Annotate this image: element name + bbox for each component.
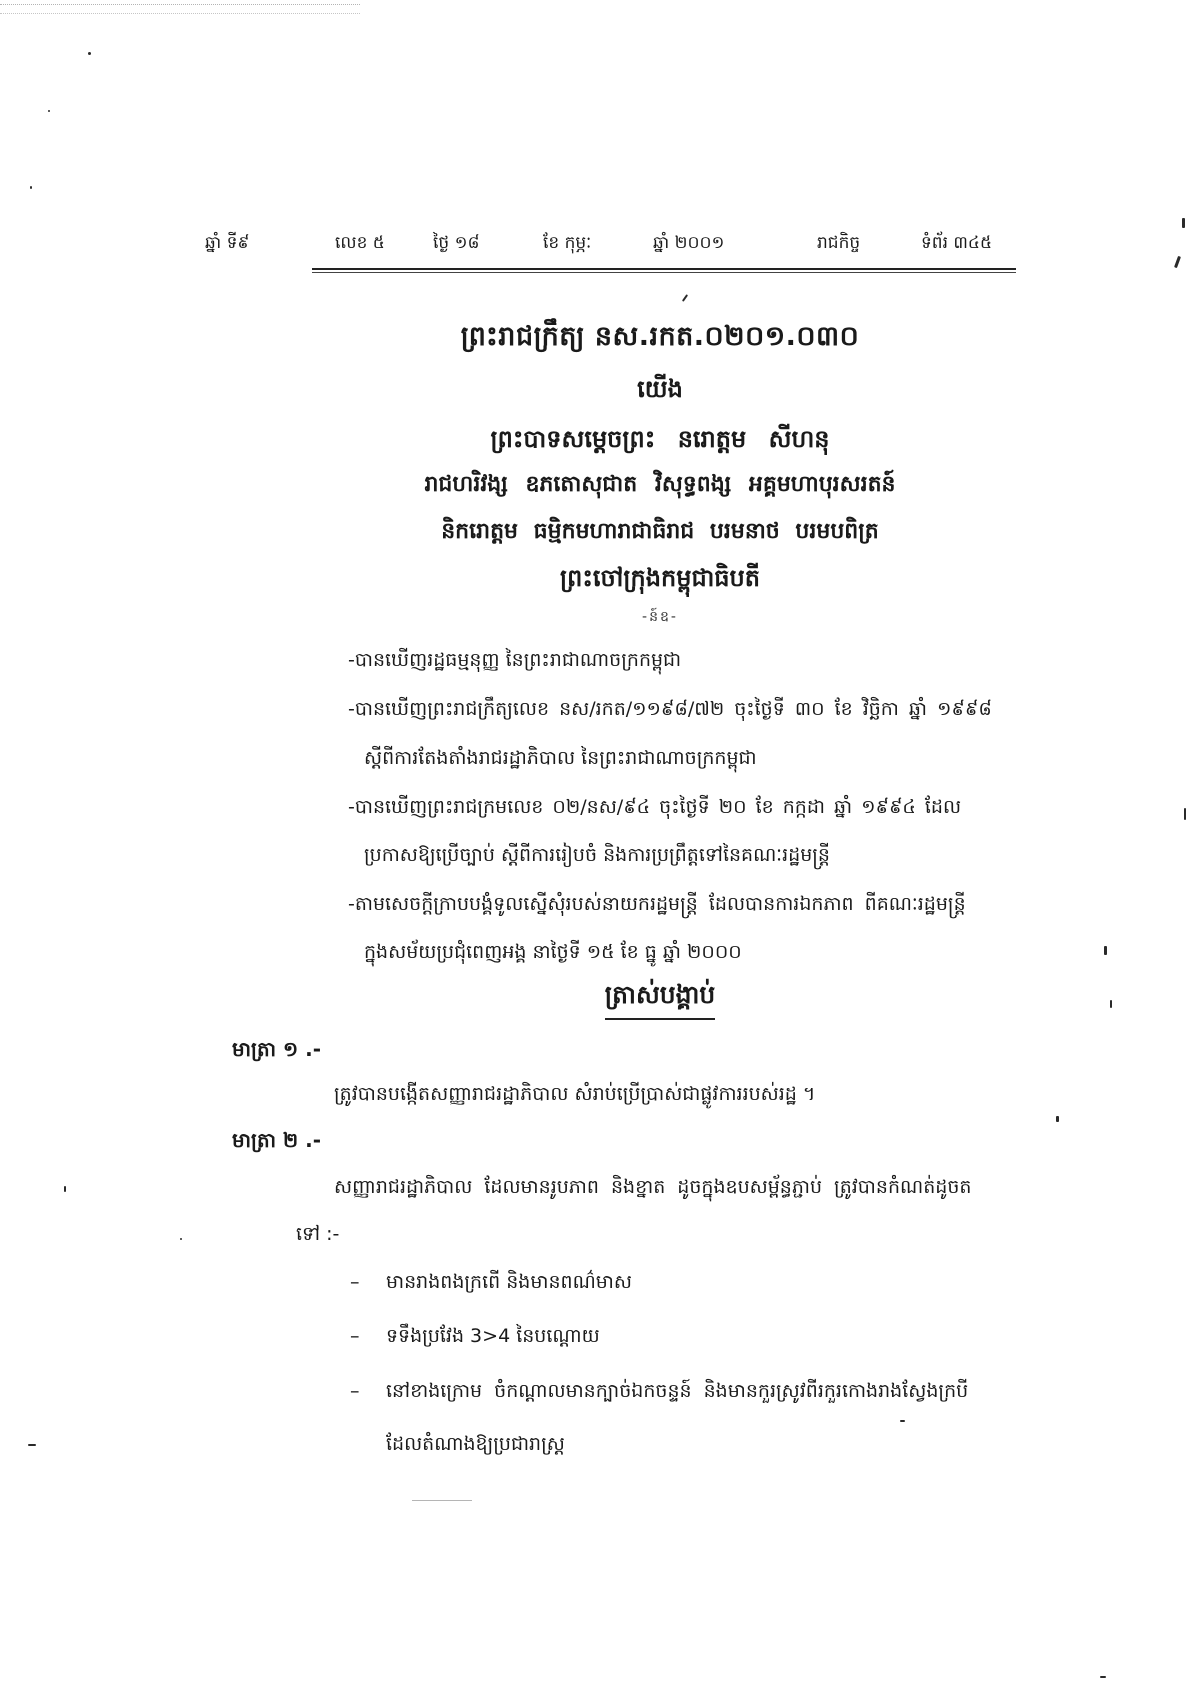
scan-speck [1174,256,1181,268]
article-2-item: – មានរាងពងក្រពើ និងមានពណ៌មាស [350,1271,632,1293]
scan-speck [1184,808,1186,820]
king-title-line-3: និករោត្តម ធម្មិកមហារាជាធិរាជ បរមនាថ បរមបពិត្រ [441,519,879,544]
scan-speck [30,186,32,189]
decree-we: យើង [637,375,683,403]
scan-speck [900,1420,905,1422]
scan-speck [28,1444,36,1446]
scan-speck [88,52,91,55]
article-2-text-continued: ទៅ :- [296,1223,340,1245]
gazette-year: ឆ្នាំ ទី៩ [205,233,250,253]
scan-speck [682,294,688,302]
king-title-line-4: ព្រះចៅក្រុងកម្ពុជាធិបតី [559,564,761,592]
ornament: -ន៍ឧ- [642,609,678,625]
gazette-number: លេខ ៥ [335,233,385,253]
scan-speck [180,1238,182,1240]
king-title-line-2: រាជហរិវង្ស ឧភតោសុជាត វិសុទ្ធពង្ស អគ្គមហាបុរសរតន៍ [424,472,896,497]
scan-speck [1056,1116,1059,1122]
article-2-item-continued: ដែលតំណាងឱ្យប្រជារាស្ត្រ [386,1433,565,1455]
article-1-heading: មាត្រា ១ .- [232,1037,322,1061]
preamble-line: ស្តីពីការតែងតាំងរាជរដ្ឋាភិបាល នៃព្រះរាជាណាចក្រកម្ពុជា [364,747,757,769]
gazette-page-number: ទំព័រ ៣៤៥ [921,233,992,253]
gazette-year-label: ឆ្នាំ ២០០១ [653,233,725,253]
preamble-line: -បានឃើញព្រះរាជក្រឹត្យលេខ នស/រកត/១១៩៨/៧២ ចុះថ្ងៃទី ៣០ ខែ វិច្ឆិកា ឆ្នាំ ១៩៩៨ [348,698,992,720]
article-2-item: – ទទឹងប្រវែង 3>4 នៃបណ្តោយ [350,1325,600,1347]
scan-speck [1100,1676,1106,1678]
preamble-line: -បានឃើញព្រះរាជក្រមលេខ ០២/នស/៩៤ ចុះថ្ងៃទី ២០ ខែ កក្កដា ឆ្នាំ ១៩៩៤ ដែល [348,796,962,818]
scan-speck [1104,946,1107,955]
preamble-line: -តាមសេចក្តីក្រាបបង្គំទូលស្នើសុំរបស់នាយករដ្ឋមន្ត្រី ដែលបានការឯកភាព ពីគណៈរដ្ឋមន្ត្រី [348,893,966,915]
scan-artifact [0,4,360,14]
gazette-publication: រាជកិច្ច [817,233,861,253]
gazette-month: ខែ កុម្ភៈ [543,233,592,253]
header-rule [312,268,1016,273]
decree-number: ព្រះរាជក្រឹត្យ នស.រកត.០២០១.០៣០ [460,321,860,352]
preamble-line: ប្រកាសឱ្យប្រើច្បាប់ ស្តីពីការរៀបចំ និងការប្រព្រឹត្តទៅនៃគណៈរដ្ឋមន្ត្រី [364,844,830,866]
article-2-heading: មាត្រា ២ .- [232,1128,322,1152]
scan-speck [1110,1000,1112,1008]
king-title-line-1: ព្រះបាទសម្តេចព្រះ នរោត្តម សីហនុ [490,425,830,453]
article-2-text: សញ្ញារាជរដ្ឋាភិបាល ដែលមានរូបភាព និងខ្នាត ដូចក្នុងឧបសម្ព័ន្ធភ្ជាប់ ត្រូវបានកំណត់ដូចត [334,1176,972,1198]
preamble-line: -បានឃើញរដ្ឋធម្មនុញ្ញ នៃព្រះរាជាណាចក្រកម្ពុជា [348,649,682,671]
scan-speck [64,1186,66,1192]
decides-heading: ត្រាស់បង្គាប់ [340,980,980,1020]
scan-speck [48,110,50,112]
article-2-item: – នៅខាងក្រោម ចំកណ្តាលមានក្បាច់ឯកចន្ទន៍ និងមានកួរស្រូវពីរកួរកោងរាងស្វែងក្របី [350,1380,969,1402]
article-1-text: ត្រូវបានបង្កើតសញ្ញារាជរដ្ឋាភិបាល សំរាប់ប្រើប្រាស់ជាផ្លូវការរបស់រដ្ឋ ។ [334,1083,816,1105]
preamble-line: ក្នុងសម័យប្រជុំពេញអង្គ នាថ្ងៃទី ១៥ ខែ ធ្នូ ឆ្នាំ ២០០០ [364,941,742,963]
scan-speck [412,1500,472,1501]
gazette-day: ថ្ងៃ ១៨ [433,233,480,253]
scan-speck [1182,218,1185,228]
